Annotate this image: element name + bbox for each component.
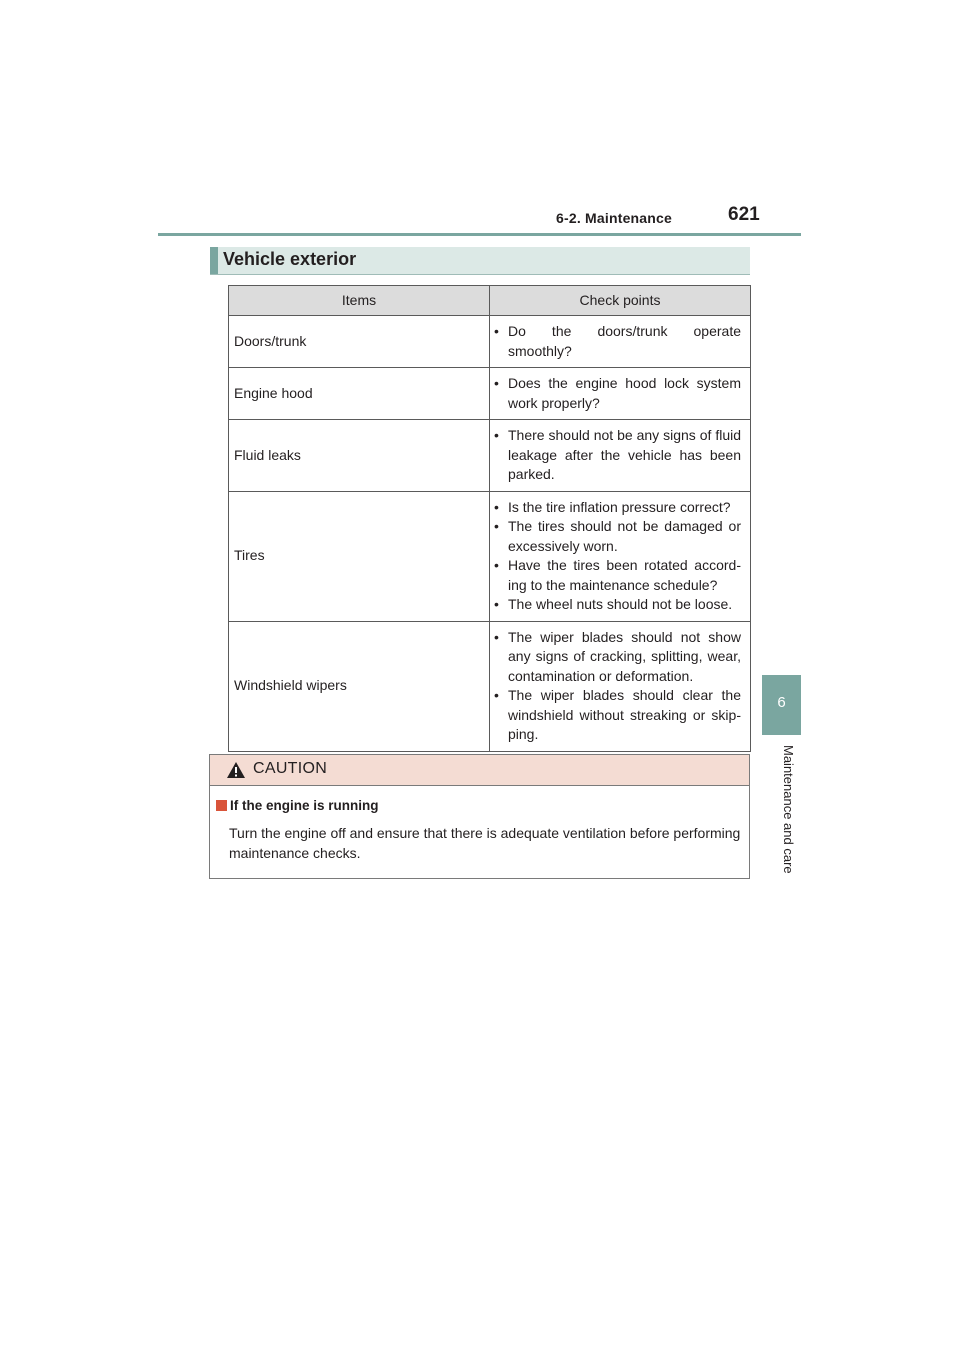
check-points-cell xyxy=(490,621,751,751)
check-point: • The wheel nuts should not be loose. xyxy=(490,595,741,615)
section-title: Vehicle exterior xyxy=(223,249,357,269)
caution-label: CAUTION xyxy=(253,760,328,777)
check-point: • Do the doors/trunk operate smoothly? xyxy=(490,322,741,361)
header-divider xyxy=(158,233,801,236)
chapter-tab: 6 xyxy=(762,675,801,735)
item-cell: Tires xyxy=(229,491,490,621)
inspection-table xyxy=(228,285,751,752)
check-point: • There should not be any signs of fluid leakage after the vehicle has been parked. xyxy=(490,426,741,485)
table-header-row xyxy=(229,286,751,316)
table-row xyxy=(229,491,751,621)
header-section-title: 6-2. Maintenance xyxy=(556,210,673,226)
table-row xyxy=(229,316,751,368)
section-heading-bar xyxy=(210,247,750,275)
caution-box xyxy=(209,754,750,879)
caution-item-title: If the engine is running xyxy=(230,798,379,813)
check-point: • The tires should not be damaged or excessively worn. xyxy=(490,517,741,556)
item-cell: Doors/trunk xyxy=(229,316,490,368)
check-points-cell xyxy=(490,420,751,492)
check-point: • Is the tire inflation pressure correct? xyxy=(490,498,741,518)
check-point: • The wiper blades should not show any signs of cracking, splitting, wear, contamination or deformation. xyxy=(490,628,741,687)
caution-body-text: Turn the engine off and ensure that there is adequate ventilation before performing maintenance checks. xyxy=(229,825,741,861)
section-accent-bar xyxy=(210,247,218,274)
column-header-check-points: Check points xyxy=(490,286,751,316)
check-point: • Have the tires been rotated accord-ing to the maintenance schedule? xyxy=(490,556,741,595)
caution-header xyxy=(210,755,749,786)
table-row xyxy=(229,420,751,492)
item-cell: Windshield wipers xyxy=(229,621,490,751)
caution-item-heading xyxy=(216,798,379,813)
warning-triangle-icon xyxy=(226,761,246,784)
chapter-title: Maintenance and care xyxy=(781,745,796,874)
square-bullet-icon xyxy=(216,800,227,811)
check-points-cell xyxy=(490,491,751,621)
table-row xyxy=(229,621,751,751)
check-point: • The wiper blades should clear the windshield without streaking or skip-ping. xyxy=(490,686,741,745)
column-header-items: Items xyxy=(229,286,490,316)
check-points-cell xyxy=(490,316,751,368)
check-point: • Does the engine hood lock system work properly? xyxy=(490,374,741,413)
item-cell: Fluid leaks xyxy=(229,420,490,492)
page-number: 621 xyxy=(728,204,760,225)
item-cell: Engine hood xyxy=(229,368,490,420)
check-points-cell xyxy=(490,368,751,420)
table-row xyxy=(229,368,751,420)
